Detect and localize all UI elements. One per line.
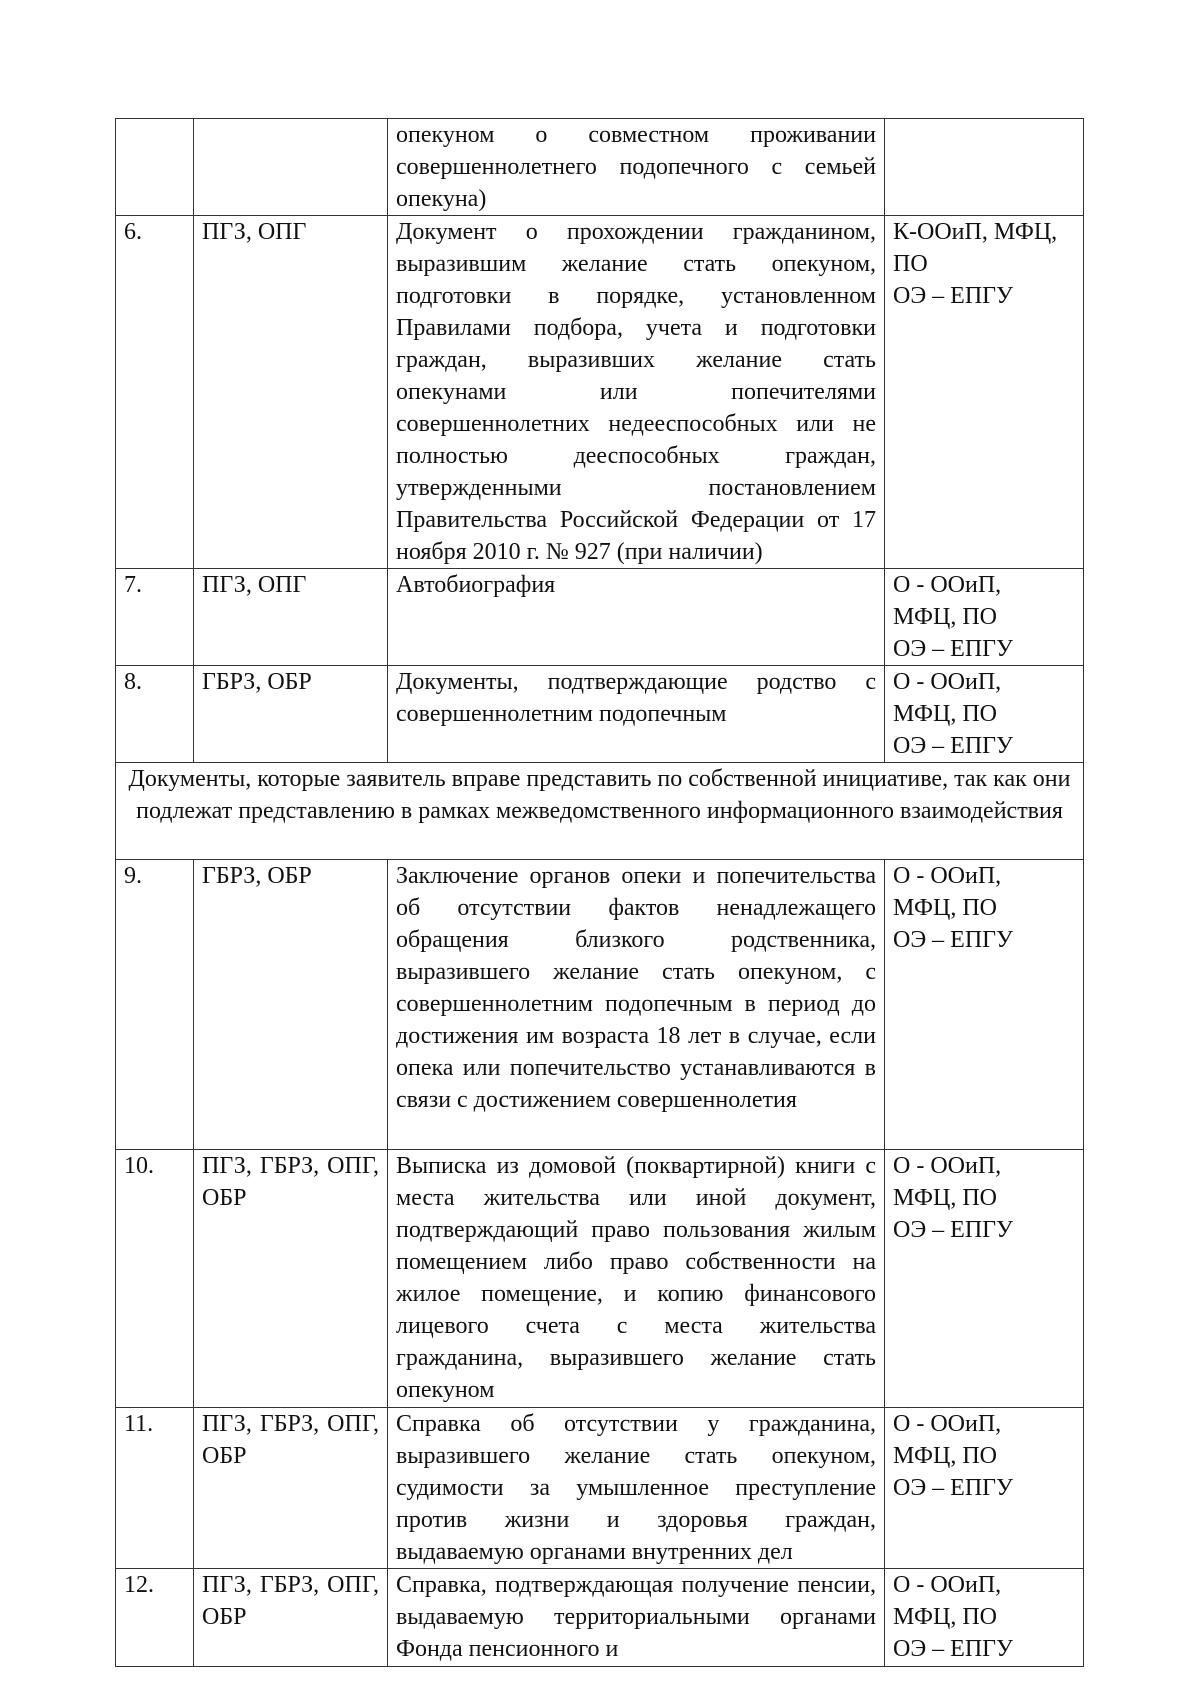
submission-place-cell — [885, 216, 1084, 569]
applicant-codes: ПГЗ, ГБРЗ, ОПГ, ОБР — [202, 1411, 379, 1469]
submission-place-line: О - ООиП, — [893, 1411, 1002, 1437]
document-description-cell — [388, 119, 885, 216]
table-row — [116, 569, 1084, 666]
document-description-cell — [388, 666, 885, 763]
row-number-cell: 11. — [116, 1408, 194, 1569]
row-number-cell: 8. — [116, 666, 194, 763]
document-description-cell — [388, 860, 885, 1150]
table-row — [116, 119, 1084, 216]
submission-place-line: МФЦ, ПО — [893, 604, 997, 630]
section-heading: Документы, которые заявитель вправе представить по собственной инициативе, так как они подлежат представлению в рамках межведомственного информационного взаимодействия — [116, 763, 1084, 860]
row-number-cell: 6. — [116, 216, 194, 569]
submission-place-line: ОЭ – ЕПГУ — [893, 1217, 1014, 1243]
document-description: Справка, подтверждающая получение пенсии, выдаваемую территориальными органами Фонда пенсионного и — [396, 1572, 876, 1662]
table-row — [116, 1569, 1084, 1667]
applicant-codes-cell: ГБРЗ, ОБР — [194, 860, 388, 1150]
submission-place-line: О - ООиП, — [893, 572, 1002, 598]
section-heading-row — [116, 763, 1084, 860]
submission-place-cell — [885, 860, 1084, 1150]
submission-place-line: МФЦ, ПО — [893, 701, 997, 727]
document-description: Выписка из домовой (поквартирной) книги с места жительства или иной документ, подтверждающий право пользования жилым помещением либо право собственности на жилое помещение, и копию финансового лицевого счета с места жительства гражданина, выразившего желание стать опекуном — [396, 1153, 876, 1403]
submission-place-cell — [885, 1569, 1084, 1667]
document-description-cell — [388, 569, 885, 666]
table-row — [116, 1150, 1084, 1408]
submission-place-line: ОЭ – ЕПГУ — [893, 927, 1014, 953]
submission-place-line: ОЭ – ЕПГУ — [893, 283, 1014, 309]
submission-place-line: О - ООиП, — [893, 1153, 1002, 1179]
table-row — [116, 666, 1084, 763]
applicant-codes-cell: ПГЗ, ОПГ — [194, 216, 388, 569]
submission-place-cell — [885, 1150, 1084, 1408]
document-description-cell — [388, 216, 885, 569]
row-number-cell: 9. — [116, 860, 194, 1150]
document-description: Автобиография — [396, 572, 556, 598]
submission-place-line: МФЦ, ПО — [893, 1443, 997, 1469]
applicant-codes-cell — [194, 1150, 388, 1408]
document-description-cell — [388, 1408, 885, 1569]
submission-place-line: ОЭ – ЕПГУ — [893, 1636, 1014, 1662]
row-number-cell: 12. — [116, 1569, 194, 1667]
document-description-cell — [388, 1150, 885, 1408]
row-number-cell — [116, 119, 194, 216]
submission-place-line: К-ООиП, МФЦ, — [893, 219, 1058, 245]
row-number-cell: 10. — [116, 1150, 194, 1408]
applicant-codes-cell — [194, 119, 388, 216]
applicant-codes: ПГЗ, ГБРЗ, ОПГ, ОБР — [202, 1572, 379, 1630]
documents-table — [115, 118, 1084, 1667]
submission-place-line: ПО — [893, 251, 928, 277]
submission-place-line: МФЦ, ПО — [893, 1185, 997, 1211]
applicant-codes-cell: ГБРЗ, ОБР — [194, 666, 388, 763]
applicant-codes: ПГЗ, ГБРЗ, ОПГ, ОБР — [202, 1153, 379, 1211]
document-description: Заключение органов опеки и попечительства об отсутствии фактов ненадлежащего обращения близкого родственника, выразившего желание стать опекуном, с совершеннолетним подопечным в период до достижения им возраста 18 лет в случае, если опека или попечительство устанавливаются в связи с достижением совершеннолетия — [396, 863, 876, 1113]
applicant-codes-cell — [194, 1569, 388, 1667]
applicant-codes-cell: ПГЗ, ОПГ — [194, 569, 388, 666]
document-description-cell — [388, 1569, 885, 1667]
submission-place-line: О - ООиП, — [893, 669, 1002, 695]
table-row — [116, 860, 1084, 1150]
document-description: Документы, подтверждающие родство с совершеннолетним подопечным — [396, 669, 876, 727]
submission-place-line: О - ООиП, — [893, 863, 1002, 889]
submission-place-line: МФЦ, ПО — [893, 895, 997, 921]
submission-place-line: О - ООиП, — [893, 1572, 1002, 1598]
document-description: опекуном о совместном проживании совершеннолетнего подопечного с семьей опекуна) — [396, 122, 876, 212]
submission-place-cell — [885, 1408, 1084, 1569]
table-row — [116, 216, 1084, 569]
submission-place-line: ОЭ – ЕПГУ — [893, 733, 1014, 759]
submission-place-line: ОЭ – ЕПГУ — [893, 1475, 1014, 1501]
document-description: Документ о прохождении гражданином, выразившим желание стать опекуном, подготовки в порядке, установленном Правилами подбора, учета и подготовки граждан, выразивших желание стать опекунами или попечителями совершеннолетних недееспособных или не полностью дееспособных граждан, утвержденными постановлением Правительства Российской Федерации от 17 ноября 2010 г. № 927 (при наличии) — [396, 219, 876, 565]
submission-place-line: ОЭ – ЕПГУ — [893, 636, 1014, 662]
submission-place-cell — [885, 666, 1084, 763]
table-row — [116, 1408, 1084, 1569]
submission-place-cell — [885, 569, 1084, 666]
submission-place-cell — [885, 119, 1084, 216]
applicant-codes-cell — [194, 1408, 388, 1569]
submission-place-line: МФЦ, ПО — [893, 1604, 997, 1630]
row-number-cell: 7. — [116, 569, 194, 666]
document-description: Справка об отсутствии у гражданина, выразившего желание стать опекуном, судимости за умышленное преступление против жизни и здоровья граждан, выдаваемую органами внутренних дел — [396, 1411, 876, 1565]
